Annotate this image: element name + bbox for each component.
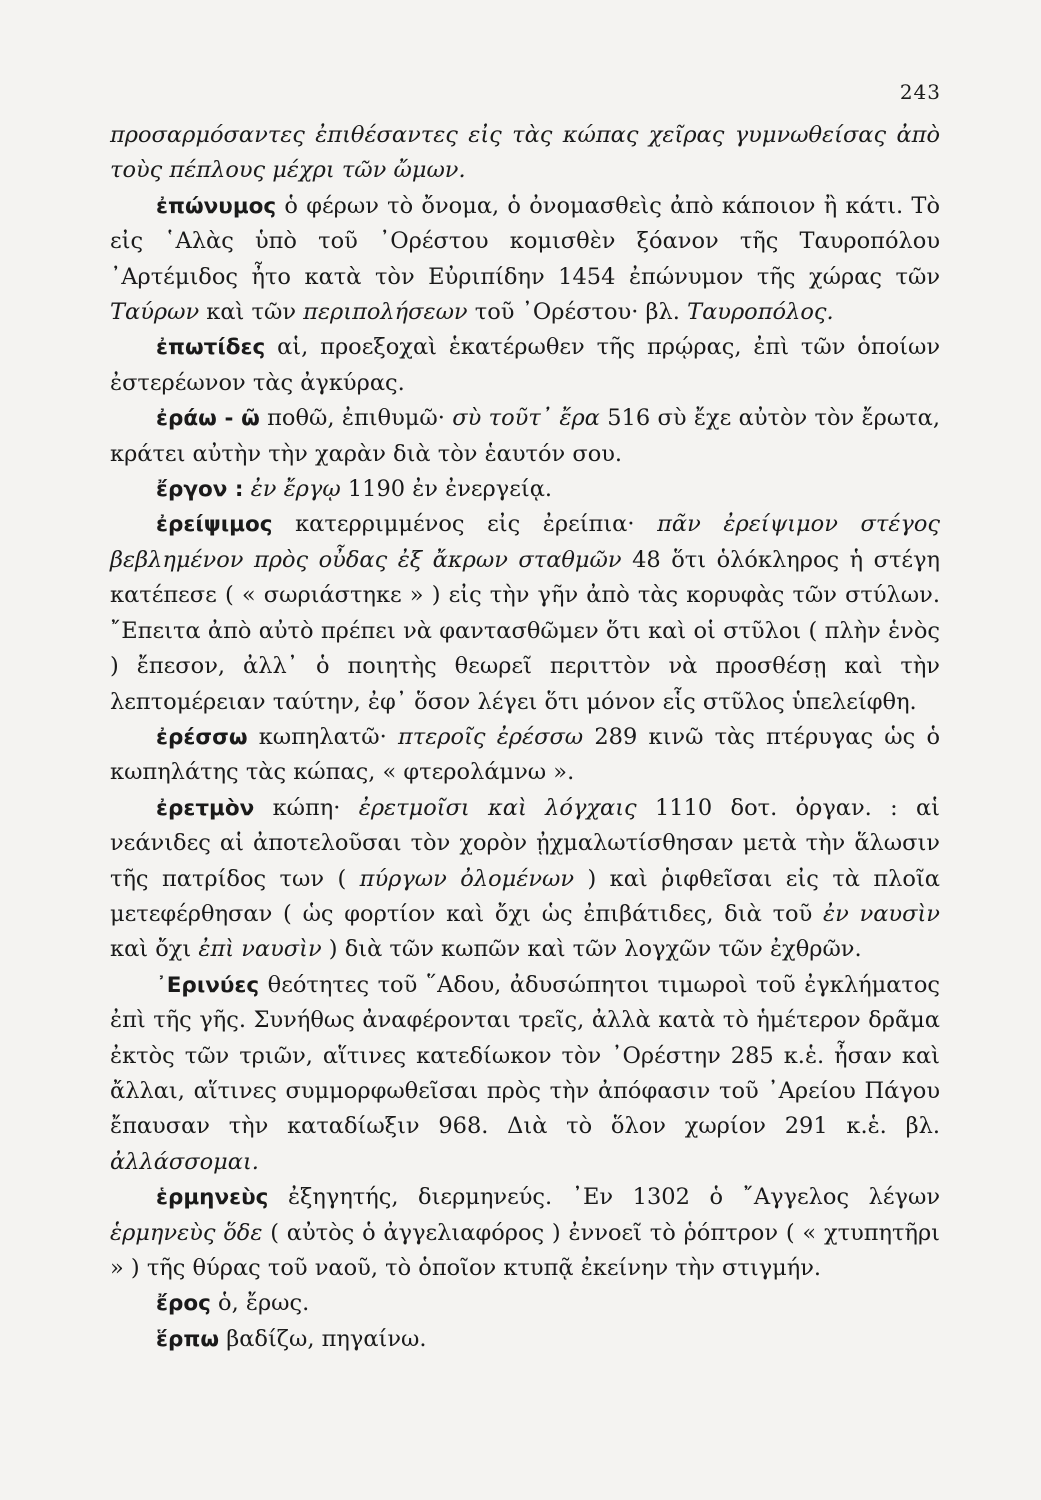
entry-text: 1110 δοτ. ὀργαν. : αἱ νεάνιδες αἱ ἀποτελοῦσαι τὸν χορὸν ᾐχμαλωτίσθησαν μετὰ τὴν ἅλωσιν τῆς πατρίδος των ( [110,794,941,892]
entry-text: ποθῶ, ἐπιθυμῶ· [259,405,453,432]
entry-text: κωπηλατῶ· [247,723,398,750]
page-number: 243 [899,80,941,104]
glossary-entry [110,401,940,472]
entry-text: καὶ τῶν [199,299,304,326]
entry-text: ) καὶ ῥιφθεῖσαι εἰς τὰ πλοῖα μετεφέρθησαν ( ὡς φορτίον καὶ ὄχι ὡς ἐπιβάτιδες, διὰ τοῦ [110,865,940,927]
entry-headword: ἐπώνυμος [156,193,277,219]
entry-italic-text: ἐπὶ ναυσὶν [198,936,322,963]
entry-headword: ἐρέσσω [156,724,248,750]
glossary-entry [110,720,940,791]
entry-text: καὶ ὄχι [110,936,199,963]
entry-headword: ἐπωτίδες [156,335,266,361]
entry-italic-text: πύργων ὀλομένων [359,865,575,892]
entry-italic-text: πτεροῖς ἐρέσσω [398,723,584,750]
entry-italic-text: Ταύρων [110,299,200,326]
entry-text: θεότητες τοῦ ῞Αδου, ἀδυσώπητοι τιμωροὶ τοῦ ἐγκλήματος ἐπὶ τῆς γῆς. Συνήθως ἀναφέρονται τρεῖς, ἀλλὰ κατὰ τὸ ἡμέτερον δρᾶμα ἐκτὸς τῶν τριῶν, αἵτινες κατεδίωκον τὸν ᾿Ορέστην 285 κ.ἑ. ἦσαν καὶ ἄλλαι, αἵτινες συμμορφωθεῖσαι πρὸς τὴν ἀπόφασιν τοῦ ᾿Αρείου Πάγου ἔπαυσαν τὴν καταδίωξιν 968. Διὰ τὸ ὅλον χωρίον 291 κ.ἑ. βλ. [110,971,940,1140]
glossary-entry [110,1322,940,1357]
entry-headword: ἐράω - ῶ [156,406,260,432]
glossary-entry [110,791,940,968]
entry-text [244,476,251,502]
entry-text: ὁ, ἔρως. [210,1290,310,1317]
entry-text: 516 σὺ ἔχε αὐτὸν τὸν ἔρωτα, κράτει αὐτὴν τὴν χαρὰν διὰ τὸν ἑαυτόν σου. [110,405,940,467]
entry-headword: ἔρος [156,1291,211,1317]
entry-headword: ἐρετμὸν [156,795,255,821]
glossary-entry [110,189,940,331]
glossary-entry [110,507,940,719]
glossary-entry [110,1286,940,1321]
entry-italic-text: ἑρμηνεὺς ὅδε [110,1219,263,1246]
glossary-entry [110,118,940,189]
entry-text: ἐξηγητής, διερμηνεύς. ᾿Εν 1302 ὁ ῎Αγγελος λέγων [268,1184,940,1211]
entry-italic-text: Ταυροπόλος. [687,299,834,326]
entry-text: κώπη· [254,794,359,821]
entry-italic-text: προσαρμόσαντες ἐπιθέσαντες εἰς τὰς κώπας χεῖρας γυμνωθείσας ἀπὸ τοὺς πέπλους μέχρι τῶν ὤμων. [110,122,940,184]
entry-headword: ἐρείψιμος [156,512,273,538]
entry-headword: ἑρμηνεὺς [156,1185,269,1211]
entry-text: κατερριμμένος εἰς ἐρείπια· [272,511,658,538]
glossary-text [110,118,940,1357]
glossary-entry [110,330,940,401]
entry-headword: ᾿Ερινύες [156,972,260,998]
glossary-entry [110,968,940,1180]
entry-italic-text: περιπολήσεων [303,299,468,326]
entry-text: 289 κινῶ τὰς πτέρυγας ὡς ὁ κωπηλάτης τὰς κώπας, « φτερολάμνω ». [110,723,940,786]
entry-italic-text: πᾶν ἐρείψιμον στέγος βεβλημένον πρὸς οὖδας ἐξ ἄκρων σταθμῶν [110,511,940,573]
entry-text: ὁ φέρων τὸ ὄνομα, ὁ ὀνομασθεὶς ἀπὸ κάποιον ἢ κάτι. Τὸ εἰς ῾Αλὰς ὑπὸ τοῦ ᾿Ορέστου κομισθὲν ξόανον τῆς Ταυροπόλου ᾿Αρτέμιδος ἦτο κατὰ τὸν Εὐριπίδην 1454 ἐπώνυμον τῆς χώρας τῶν [110,192,940,290]
entry-italic-text: ἐρετμοῖσι καὶ λόγχαις [358,794,637,821]
glossary-entry [110,1180,940,1286]
entry-text: τοῦ ᾿Ορέστου· βλ. [467,299,688,326]
entry-text: ) διὰ τῶν κωπῶν καὶ τῶν λογχῶν τῶν ἐχθρῶν. [321,936,862,963]
entry-text: βαδίζω, πηγαίνω. [219,1325,427,1352]
entry-italic-text: ἐν ἔργῳ [250,476,341,503]
entry-text: ( αὐτὸς ὁ ἀγγελιαφόρος ) ἐννοεῖ τὸ ῥόπτρον ( « χτυπητῆρι » ) τῆς θύρας τοῦ ναοῦ, τὸ ὁποῖον κτυπᾷ ἐκείνην τὴν στιγμήν. [110,1219,940,1281]
entry-headword: ἔργον : [156,477,244,503]
entry-italic-text: σὺ τοῦτ᾿ ἔρα [452,405,600,432]
entry-text: 48 ὅτι ὁλόκληρος ἡ στέγη κατέπεσε ( « σωριάστηκε » ) εἰς τὴν γῆν ἀπὸ τὰς κορυφὰς τῶν στύλων. ῎Επειτα ἀπὸ αὐτὸ πρέπει νὰ φαντασθῶμεν ὅτι καὶ οἱ στῦλοι ( πλὴν ἑνὸς ) ἔπεσον, ἀλλ᾿ ὁ ποιητὴς θεωρεῖ περιττὸν νὰ προσθέσῃ καὶ τὴν λεπτομέρειαν ταύτην, ἐφ᾿ ὅσον λέγει ὅτι μόνον εἷς στῦλος ὑπελείφθη. [110,546,941,715]
entry-text: 1190 ἐν ἐνεργείᾳ. [340,476,553,503]
glossary-entry [110,472,940,507]
entry-italic-text: ἀλλάσσομαι. [110,1148,259,1175]
entry-italic-text: ἐν ναυσὶν [823,900,940,927]
entry-text: αἱ, προεξοχαὶ ἑκατέρωθεν τῆς πρῴρας, ἐπὶ τῶν ὁποίων ἐστερέωνον τὰς ἀγκύρας. [110,334,940,396]
entry-headword: ἕρπω [156,1326,220,1352]
